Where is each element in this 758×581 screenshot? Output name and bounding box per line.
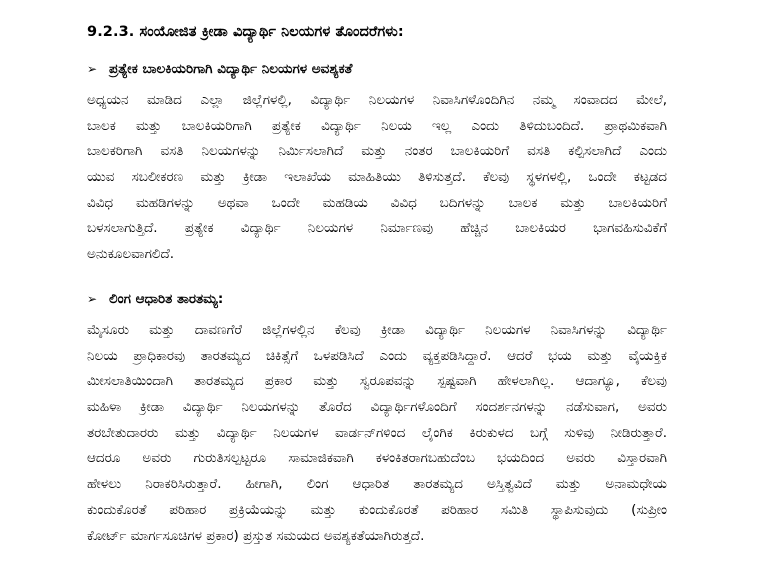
paragraph-line: ಮೈಸೂರು ಮತ್ತು ದಾವಣಗೆರೆ ಜಿಲ್ಲೆಗಳಲ್ಲಿನ ಕೆಲವು ಕ್ರೀಡಾ ವಿದ್ಯಾರ್ಥಿ ನಿಲಯಗಳ ನಿವಾಸಿಗಳನ್ನು ವಿದ್ಯಾರ್ಥಿ [87, 322, 667, 338]
paragraph-line: ಕೋರ್ಟ್ ಮಾರ್ಗಸೂಚಿಗಳ ಪ್ರಕಾರ) ಪ್ರಸ್ತುತ ಸಮಯದ ಅವಶ್ಯಕತೆಯಾಗಿರುತ್ತದೆ. [87, 527, 425, 544]
paragraph-line: ನಿಲಯ ಪ್ರಾಧಿಕಾರವು ತಾರತಮ್ಯದ ಚಿಕಿತ್ಸೆಗೆ ಒಳಪಡಿಸಿದೆ ಎಂದು ವ್ಯಕ್ತಪಡಿಸಿದ್ದಾರೆ. ಆದರೆ ಭಯ ಮತ್ತು ವೈಯಕ್ತಿಕ [87, 347, 667, 364]
section-heading: 9.2.3. ಸಂಯೋಜಿತ ಕ್ರೀಡಾ ವಿದ್ಯಾರ್ಥಿ ನಿಲಯಗಳ ತೊಂದರೆಗಳು: [87, 24, 404, 40]
paragraph-line: ಹೇಳಲು ನಿರಾಕರಿಸಿರುತ್ತಾರೆ. ಹೀಗಾಗಿ, ಲಿಂಗ ಆಧಾರಿತ ತಾರತಮ್ಯದ ಅಸ್ತಿತ್ವವಿದೆ ಮತ್ತು ಅನಾಮಧೇಯ [87, 476, 667, 493]
paragraph-line: ಆದರೂ ಅವರು ಗುರುತಿಸಲ್ಪಟ್ಟರೂ ಸಾಮಾಜಿಕವಾಗಿ ಕಳಂಕಿತರಾಗಬಹುದೆಂಬ ಭಯದಿಂದ ಅವರು ವಿಸ್ತಾರವಾಗಿ [87, 450, 667, 467]
paragraph-line: ಅಧ್ಯಯನ ಮಾಡಿದ ಎಲ್ಲಾ ಜಿಲ್ಲೆಗಳಲ್ಲಿ, ವಿದ್ಯಾರ್ಥಿ ನಿಲಯಗಳ ನಿವಾಸಿಗಳೊಂದಿಗಿನ ನಮ್ಮ ಸಂವಾದದ ಮೇಲೆ, [87, 92, 667, 108]
paragraph-line: ಕುಂದುಕೊರತೆ ಪರಿಹಾರ ಪ್ರಕ್ರಿಯೆಯನ್ನು ಮತ್ತು ಕುಂದುಕೊರತೆ ಪರಿಹಾರ ಸಮಿತಿ ಸ್ಥಾಪಿಸುವುದು (ಸುಪ್ರೀಂ [87, 501, 667, 518]
bullet-heading-separate-hostels [87, 61, 352, 77]
bullet-title: ಪ್ರತ್ಯೇಕ ಬಾಲಕಿಯರಿಗಾಗಿ ವಿದ್ಯಾರ್ಥಿ ನಿಲಯಗಳ ಅವಶ್ಯಕತೆ [109, 61, 353, 77]
paragraph-line: ಅನುಕೂಲವಾಗಲಿದೆ. [87, 246, 175, 263]
paragraph-line: ಯುವ ಸಬಲೀಕರಣ ಮತ್ತು ಕ್ರೀಡಾ ಇಲಾಖೆಯ ಮಾಹಿತಿಯು ತಿಳಿಸುತ್ತದೆ. ಕೆಲವು ಸ್ಥಳಗಳಲ್ಲಿ, ಒಂದೇ ಕಟ್ಟಡದ [87, 169, 667, 186]
paragraph-line: ಮೀಸಲಾತಿಯಿಂದಾಗಿ ತಾರತಮ್ಯದ ಪ್ರಕಾರ ಮತ್ತು ಸ್ವರೂಪವನ್ನು ಸ್ಪಷ್ಟವಾಗಿ ಹೇಳಲಾಗಿಲ್ಲ. ಆದಾಗ್ಯೂ, ಕೆಲವು [87, 373, 667, 390]
paragraph-line: ವಿವಿಧ ಮಹಡಿಗಳನ್ನು ಅಥವಾ ಒಂದೇ ಮಹಡಿಯ ವಿವಿಧ ಬದಿಗಳನ್ನು ಬಾಲಕ ಮತ್ತು ಬಾಲಕಿಯರಿಗೆ [87, 194, 667, 211]
bullet-title: ಲಿಂಗ ಆಧಾರಿತ ತಾರತಮ್ಯ: [109, 291, 224, 307]
paragraph-line: ಬಾಲಕರಿಗಾಗಿ ವಸತಿ ನಿಲಯಗಳನ್ನು ನಿರ್ಮಿಸಲಾಗಿದೆ ಮತ್ತು ನಂತರ ಬಾಲಕಿಯರಿಗೆ ವಸತಿ ಕಲ್ಪಿಸಲಾಗಿದೆ ಎಂದು [87, 143, 667, 160]
paragraph-line: ಬಳಸಲಾಗುತ್ತಿದೆ. ಪ್ರತ್ಯೇಕ ವಿದ್ಯಾರ್ಥಿ ನಿಲಯಗಳ ನಿರ್ಮಾಣವು ಹೆಚ್ಚಿನ ಬಾಲಕಿಯರ ಭಾಗವಹಿಸುವಿಕೆಗೆ [87, 220, 667, 237]
paragraph-line: ಮಹಿಳಾ ಕ್ರೀಡಾ ವಿದ್ಯಾರ್ಥಿ ನಿಲಯಗಳನ್ನು ತೊರೆದ ವಿದ್ಯಾರ್ಥಿಗಳೊಂದಿಗೆ ಸಂದರ್ಶನಗಳನ್ನು ನಡೆಸುವಾಗ, ಅವರು [87, 399, 667, 416]
paragraph-line: ಬಾಲಕ ಮತ್ತು ಬಾಲಕಿಯರಿಗಾಗಿ ಪ್ರತ್ಯೇಕ ವಿದ್ಯಾರ್ಥಿ ನಿಲಯ ಇಲ್ಲ ಎಂದು ತಿಳಿದುಬಂದಿದೆ. ಪ್ರಾಥಮಿಕವಾಗಿ [87, 117, 667, 134]
arrow-bullet-icon: ➢ [87, 62, 98, 76]
paragraph-line: ತರಬೇತುದಾರರು ಮತ್ತು ವಿದ್ಯಾರ್ಥಿ ನಿಲಯಗಳ ವಾರ್ಡನ್‌ಗಳಿಂದ ಲೈಂಗಿಕ ಕಿರುಕುಳದ ಬಗ್ಗೆ ಸುಳಿವು ನೀಡಿರುತ್ತಾರೆ. [87, 424, 667, 441]
bullet-heading-gender-discrimination [87, 291, 223, 307]
paragraph-gender-discrimination [87, 318, 667, 549]
paragraph-separate-hostels [87, 88, 667, 268]
arrow-bullet-icon: ➢ [87, 292, 98, 306]
